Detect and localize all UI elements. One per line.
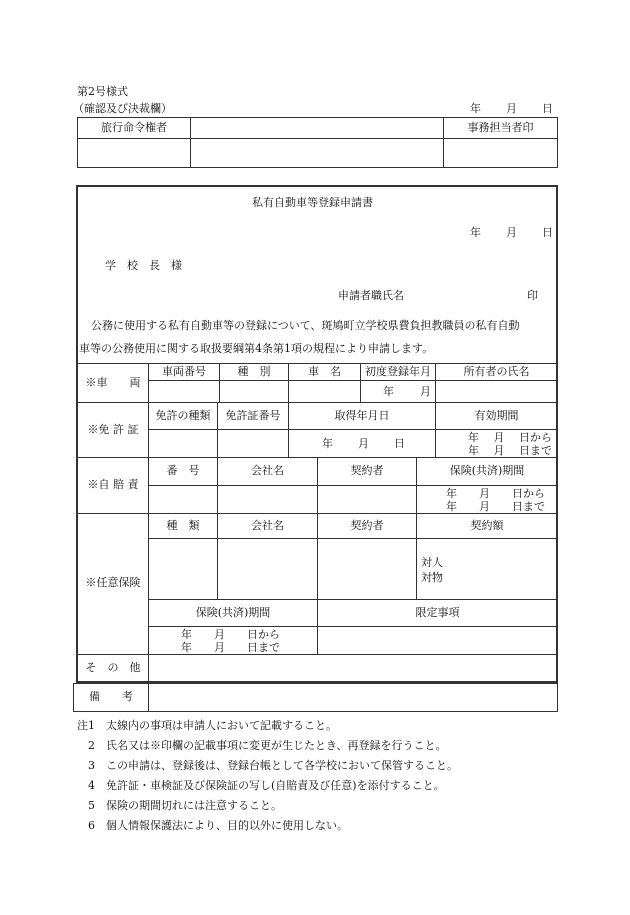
vehicle-label: ※車 両 (85, 376, 141, 389)
limited-items-field[interactable] (318, 627, 557, 654)
license-type-field[interactable] (149, 430, 217, 457)
first-registration-header: 初度登録年月 (365, 365, 431, 378)
travel-authority-field[interactable] (191, 139, 442, 167)
other-field[interactable] (149, 655, 557, 682)
note-item: 4 免許証・車検証及び保険証の写し(自賠責及び任意)を添付すること。 (77, 779, 445, 792)
optional-contractor-header: 契約者 (350, 519, 384, 532)
divider (77, 363, 557, 364)
compulsory-to: 年 月 日まで (446, 500, 545, 513)
optional-label: ※任意保険 (85, 576, 141, 589)
form-title: 私有自動車等登録申請書 (252, 196, 373, 209)
note-item: 6 個人情報保護法により、目的以外に使用しない。 (77, 819, 348, 832)
compulsory-number-header: 番 号 (166, 464, 200, 477)
license-number-field[interactable] (218, 430, 288, 457)
applicant-label: 申請者職氏名 (338, 289, 404, 302)
optional-from: 年 月 日から (181, 628, 280, 641)
body-text-line-2: 車等の公務使用に関する取扱要綱第4条第1項の規程により申請します。 (79, 342, 434, 355)
vehicle-name-field[interactable] (289, 381, 360, 402)
staff-stamp-field[interactable] (444, 139, 557, 167)
optional-kind-field[interactable] (149, 539, 217, 599)
optional-company-field[interactable] (218, 539, 317, 599)
owner-name-field[interactable] (436, 381, 557, 402)
form-date-year: 年 (470, 226, 481, 239)
compulsory-contractor-field[interactable] (318, 486, 416, 513)
seal-mark: 印 (527, 289, 538, 302)
form-date-day: 日 (542, 226, 553, 239)
license-number-header: 免許証番号 (225, 409, 281, 422)
addressee: 学 校 長 様 (105, 259, 182, 272)
remarks-label: 備 考 (89, 690, 133, 703)
acquired-month: 月 (358, 437, 369, 450)
note-item: 2 氏名又は※印欄の記載事項に変更が生じたとき、再登録を行うこと。 (77, 739, 447, 752)
vehicle-plate-header: 車両番号 (162, 365, 206, 378)
compulsory-from: 年 月 日から (446, 487, 545, 500)
header-date-day: 日 (542, 102, 553, 115)
optional-kind-header: 種 類 (166, 519, 200, 532)
compulsory-company-field[interactable] (218, 486, 317, 513)
divider (77, 402, 557, 403)
optional-amount-header: 契約額 (470, 519, 504, 532)
coverage-person: 対人 (421, 556, 443, 569)
acquired-date-header: 取得年月日 (334, 409, 390, 422)
owner-name-header: 所有者の氏名 (463, 365, 530, 378)
first-reg-year: 年 (383, 385, 394, 398)
license-type-header: 免許の種類 (155, 409, 211, 422)
divider (148, 599, 557, 600)
coverage-property: 対物 (421, 571, 443, 584)
body-text-line-1: 公務に使用する私有自動車等の登録について、斑鳩町立学校県費負担教職員の私有自動 (91, 319, 520, 332)
optional-company-header: 会社名 (251, 519, 284, 532)
note-item: 3 この申請は、登録後は、登録台帳として各学校において保管すること。 (77, 759, 458, 772)
divider (73, 711, 558, 712)
optional-period-header: 保険(共済)期間 (195, 606, 271, 619)
limited-items-header: 限定事項 (415, 606, 460, 619)
form-number: 第2号様式 (77, 85, 128, 98)
compulsory-contractor-header: 契約者 (350, 464, 384, 477)
vehicle-name-header: 車 名 (308, 365, 341, 378)
compulsory-label: ※自 賠 責 (87, 478, 139, 491)
staff-stamp-label: 事務担当者印 (467, 121, 534, 134)
optional-contractor-field[interactable] (318, 539, 416, 599)
vehicle-kind-header: 種 別 (237, 365, 271, 378)
compulsory-period-header: 保険(共済)期間 (449, 464, 525, 477)
travel-authority-label: 旅行命令権者 (101, 121, 167, 134)
compulsory-company-header: 会社名 (251, 464, 284, 477)
applicant-name-field[interactable] (412, 286, 522, 302)
compulsory-number-field[interactable] (149, 486, 217, 513)
other-label: そ の 他 (85, 661, 141, 674)
optional-to: 年 月 日まで (181, 641, 280, 654)
remarks-field[interactable] (149, 684, 557, 711)
vehicle-kind-field[interactable] (220, 381, 288, 402)
form-date-month: 月 (506, 226, 517, 239)
acquired-year: 年 (322, 437, 333, 450)
header-date-month: 月 (506, 102, 517, 115)
valid-period-header: 有効期間 (474, 409, 519, 422)
confirm-label: （確認及び決裁欄） (73, 102, 172, 115)
license-label: ※免 許 証 (87, 423, 139, 436)
header-date-year: 年 (470, 102, 481, 115)
acquired-day: 日 (394, 437, 405, 450)
note-item: 5 保険の期間切れには注意すること。 (77, 799, 282, 812)
divider (557, 683, 558, 711)
valid-to: 年 月 日まで (468, 444, 552, 457)
first-reg-month: 月 (420, 385, 431, 398)
vehicle-plate-field[interactable] (149, 381, 219, 402)
valid-from: 年 月 日から (468, 431, 552, 444)
note-item: 注1 太線内の事項は申請人において記載すること。 (77, 719, 337, 732)
